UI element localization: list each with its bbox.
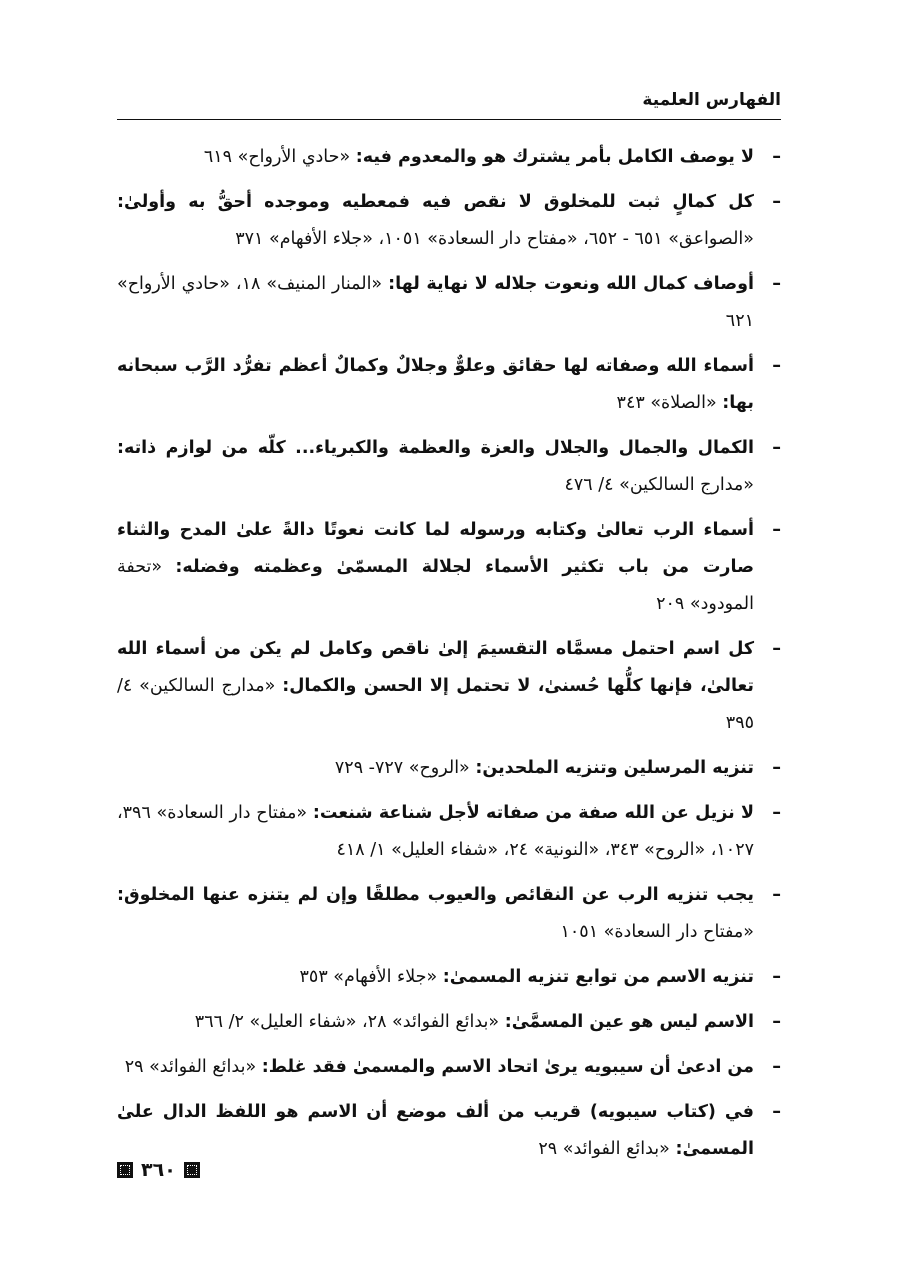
entry-dash: – — [772, 1057, 781, 1077]
entry-dash: – — [772, 192, 781, 212]
index-entry — [117, 1094, 781, 1168]
entry-dash: – — [772, 639, 781, 659]
index-entry — [117, 139, 781, 176]
entry-references: «الروح» ٧٢٧- ٧٢٩ — [334, 758, 470, 778]
entry-dash: – — [772, 438, 781, 458]
entry-statement: يجب تنزيه الرب عن النقائص والعيوب مطلقًا وإن لم يتنزه عنها المخلوق: — [117, 885, 754, 905]
entry-references: «مفتاح دار السعادة» ٣٩٦، ١٠٢٧، «الروح» ٣٤٣، «النونية» ٢٤، «شفاء العليل» ١/ ٤١٨ — [117, 803, 754, 860]
entry-references: «مدارج السالكين» ٤/ ٣٩٥ — [117, 676, 754, 733]
index-entry — [117, 750, 781, 787]
header-rule — [117, 119, 781, 120]
entry-statement: كل كمالٍ ثبت للمخلوق لا نقص فيه فمعطيه وموجده أحقُّ به وأولىٰ: — [117, 192, 754, 212]
entry-references: «الصلاة» ٣٤٣ — [616, 393, 717, 413]
entry-dash: – — [772, 1102, 781, 1122]
index-entry — [117, 1004, 781, 1041]
entry-references: «بدائع الفوائد» ٢٩ — [124, 1057, 257, 1077]
entry-dash: – — [772, 1012, 781, 1032]
entry-dash: – — [772, 758, 781, 778]
entry-dash: – — [772, 356, 781, 376]
entry-dash: – — [772, 803, 781, 823]
index-entry — [117, 184, 781, 258]
entry-statement: أوصاف كمال الله ونعوت جلاله لا نهاية لها: — [388, 274, 754, 294]
entry-references: «الصواعق» ٦٥١ - ٦٥٢، «مفتاح دار السعادة» ١٠٥١، «جلاء الأفهام» ٣٧١ — [235, 229, 754, 249]
index-entry — [117, 512, 781, 623]
entry-references: «مدارج السالكين» ٤/ ٤٧٦ — [564, 475, 754, 495]
index-entry — [117, 348, 781, 422]
entry-dash: – — [772, 520, 781, 540]
entry-statement: كل اسم احتمل مسمَّاه التقسيمَ إلىٰ ناقص وكامل لم يكن من أسماء الله تعالىٰ، فإنها كلُّها حُسنىٰ، لا تحتمل إلا الحسن والكمال: — [117, 639, 754, 696]
entry-statement: أسماء الله وصفاته لها حقائق وعلوٌّ وجلالٌ وكمالٌ أعظم تفرُّد الرَّب سبحانه بها: — [117, 356, 754, 413]
index-entry — [117, 1049, 781, 1086]
entry-statement: الكمال والجمال والجلال والعزة والعظمة والكبرياء... كلّه من لوازم ذاته: — [117, 438, 754, 458]
entry-references: «حادي الأرواح» ٦١٩ — [203, 147, 351, 167]
entry-statement: في (كتاب سيبويه) قريب من ألف موضع أن الاسم هو اللفظ الدال علىٰ المسمىٰ: — [117, 1102, 754, 1159]
index-entry — [117, 430, 781, 504]
page-number: ٣٦٠ — [141, 1159, 176, 1181]
entry-statement: لا يوصف الكامل بأمر يشترك هو والمعدوم فيه: — [355, 147, 754, 167]
index-entry — [117, 631, 781, 742]
index-entry — [117, 266, 781, 340]
entry-references: «بدائع الفوائد» ٢٩ — [538, 1139, 670, 1159]
entry-statement: أسماء الرب تعالىٰ وكتابه ورسوله لما كانت نعوتًا دالةً علىٰ المدح والثناء صارت من باب تكثير الأسماء لجلالة المسمّىٰ وعظمته وفضله: — [117, 520, 754, 577]
index-entry — [117, 795, 781, 869]
ornament-icon — [117, 1162, 133, 1178]
entry-references: «المنار المنيف» ١٨، «حادي الأرواح» ٦٢١ — [117, 274, 754, 331]
entry-references: «تحفة المودود» ٢٠٩ — [117, 557, 754, 614]
header-title: الفهارس العلمية — [642, 90, 781, 110]
entry-statement: من ادعىٰ أن سيبويه يرىٰ اتحاد الاسم والمسمىٰ فقد غلط: — [261, 1057, 754, 1077]
entry-statement: تنزيه الاسم من توابع تنزيه المسمىٰ: — [442, 967, 754, 987]
ornament-icon — [184, 1162, 200, 1178]
entry-statement: تنزيه المرسلين وتنزيه الملحدين: — [475, 758, 754, 778]
entry-dash: – — [772, 274, 781, 294]
index-entry — [117, 959, 781, 996]
entry-statement: الاسم ليس هو عين المسمَّىٰ: — [504, 1012, 754, 1032]
index-entry — [117, 877, 781, 951]
entry-dash: – — [772, 885, 781, 905]
entry-references: «بدائع الفوائد» ٢٨، «شفاء العليل» ٢/ ٣٦٦ — [194, 1012, 500, 1032]
entry-references: «مفتاح دار السعادة» ١٠٥١ — [560, 922, 754, 942]
entry-statement: لا نزيل عن الله صفة من صفاته لأجل شناعة شنعت: — [312, 803, 755, 823]
entry-references: «جلاء الأفهام» ٣٥٣ — [299, 967, 438, 987]
entry-dash: – — [772, 967, 781, 987]
page-footer — [117, 1155, 200, 1185]
running-header — [117, 86, 781, 120]
entry-dash: – — [772, 147, 781, 167]
index-entries — [117, 139, 781, 1176]
